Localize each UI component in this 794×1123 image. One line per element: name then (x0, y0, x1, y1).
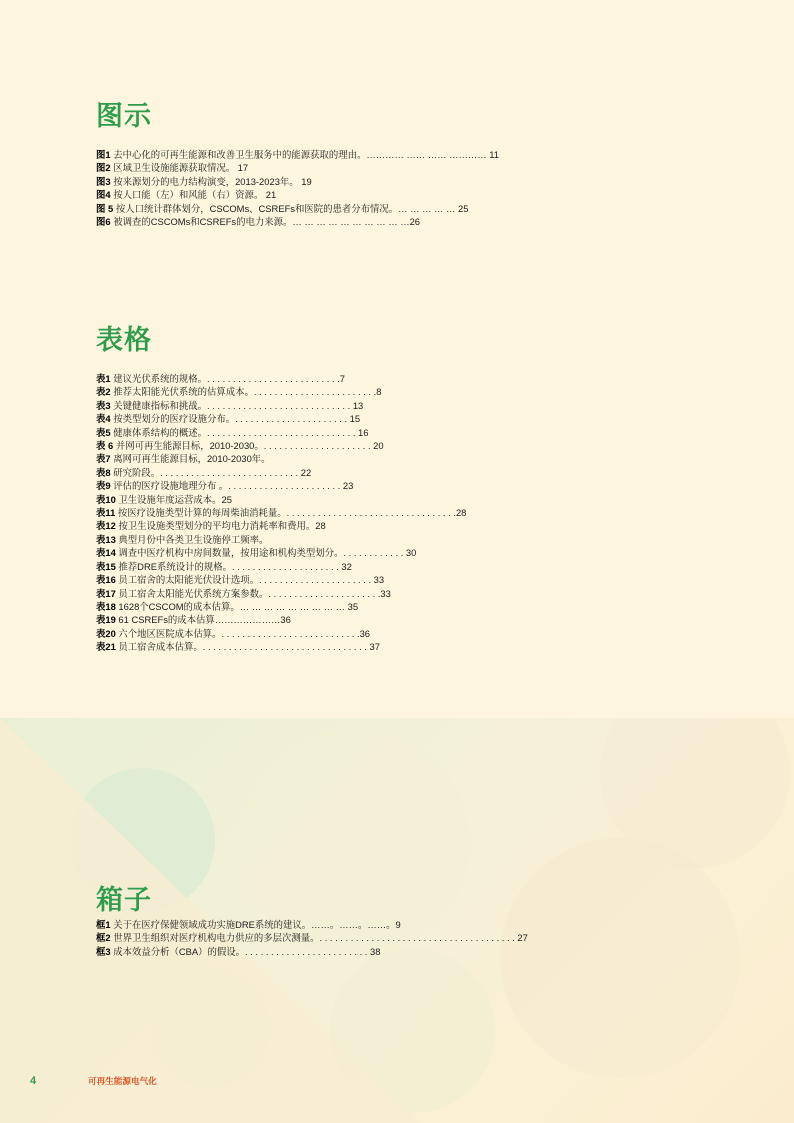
toc-entry[interactable] (96, 627, 706, 640)
tables-heading: 表格 (96, 325, 152, 355)
toc-entry-text: 按人口能（左）和风能（右）资源。 21 (113, 189, 277, 201)
toc-entry-label: 框2 (96, 932, 114, 944)
toc-entry-label: 框3 (96, 945, 114, 957)
toc-entry-label: 表2 (96, 386, 114, 398)
toc-entry[interactable] (96, 506, 706, 519)
toc-entry[interactable] (96, 202, 706, 215)
toc-entry-text: 推荐太阳能光伏系统的估算成本。. . . . . . . . . . . . . . . . . . . . . . . .8 (113, 386, 382, 398)
toc-entry-label: 表 6 (96, 440, 116, 452)
toc-entry-text: 员工宿舍的太阳能光伏设计选项。. . . . . . . . . . . . . . . . . . . . . . 33 (118, 574, 385, 586)
toc-entry[interactable] (96, 587, 706, 600)
toc-entry[interactable] (96, 466, 706, 479)
toc-entry-text: 员工宿舍太阳能光伏系统方案参数。. . . . . . . . . . . . . . . . . . . . . .33 (118, 587, 391, 599)
toc-entry[interactable] (96, 148, 706, 161)
toc-entry[interactable] (96, 412, 706, 425)
toc-entry-text: 按来源划分的电力结构演变，2013-2023年。 19 (113, 175, 312, 187)
toc-entry[interactable] (96, 385, 706, 398)
toc-entry-text: 1628个CSCOM的成本估算。… … … … … … … … … 35 (118, 600, 359, 612)
toc-entry-label: 表13 (96, 533, 119, 545)
toc-entry[interactable] (96, 188, 706, 201)
toc-entry-label: 表1 (96, 373, 114, 384)
toc-entry-label: 图3 (96, 175, 114, 187)
boxes-list (96, 918, 706, 958)
toc-entry-label: 图4 (96, 189, 114, 201)
toc-entry-text: 去中心化的可再生能源和改善卫生服务中的能源获取的理由。………… …… …… ………… 11 (113, 149, 499, 160)
toc-entry-text: 六个地区医院成本估算。. . . . . . . . . . . . . . . . . . . . . . . . . . .36 (118, 627, 371, 639)
toc-entry[interactable] (96, 918, 706, 931)
toc-entry[interactable] (96, 546, 706, 559)
toc-entry[interactable] (96, 452, 706, 465)
toc-entry-label: 表10 (96, 493, 119, 505)
footer-title: 可再生能源电气化 (88, 1076, 157, 1086)
figures-heading: 图示 (96, 101, 152, 131)
toc-entry-text: 关键健康指标和挑战。. . . . . . . . . . . . . . . . . . . . . . . . . . . . 13 (113, 399, 364, 411)
toc-entry-text: 按医疗设施类型计算的每周柴油消耗量。. . . . . . . . . . . . . . . . . . . . . . . . . . . . . . . . .28 (117, 507, 467, 519)
toc-entry[interactable] (96, 533, 706, 546)
toc-entry-text: 按人口统计群体划分，CSCOMs、CSREFs和医院的患者分布情况。… … … … … 25 (115, 202, 469, 214)
toc-entry-label: 表4 (96, 413, 114, 425)
boxes-heading: 箱子 (96, 885, 152, 915)
toc-entry[interactable] (96, 573, 706, 586)
toc-entry[interactable] (96, 372, 706, 385)
toc-entry-text: 健康体系结构的概述。. . . . . . . . . . . . . . . . . . . . . . . . . . . . . 16 (113, 426, 369, 438)
toc-entry-text: 按类型划分的医疗设施分布。. . . . . . . . . . . . . . . . . . . . . . 15 (113, 413, 361, 425)
toc-entry-text: 调查中医疗机构中房间数量，按用途和机构类型划分。. . . . . . . . . . . . 30 (118, 547, 417, 559)
toc-entry-text: 员工宿舍成本估算。. . . . . . . . . . . . . . . . . . . . . . . . . . . . . . . . 37 (118, 641, 380, 653)
toc-entry[interactable] (96, 560, 706, 573)
toc-entry[interactable] (96, 519, 706, 532)
figures-list (96, 148, 706, 228)
toc-entry-label: 图1 (96, 149, 114, 160)
toc-entry-text: 建议光伏系统的规格。. . . . . . . . . . . . . . . . . . . . . . . . . .7 (113, 373, 346, 384)
toc-entry-text: 世界卫生组织对医疗机构电力供应的多层次测量。. . . . . . . . . . . . . . . . . . . . . . . . . . . . . . . . . . . . . . 27 (113, 932, 528, 944)
toc-entry[interactable] (96, 175, 706, 188)
toc-entry-text: 61 CSREFs的成本估算…………………36 (118, 614, 291, 626)
toc-entry[interactable] (96, 600, 706, 613)
toc-entry[interactable] (96, 426, 706, 439)
toc-entry-text: 典型月份中各类卫生设施停工频率。 (118, 533, 269, 545)
toc-entry[interactable] (96, 439, 706, 452)
toc-entry-label: 表12 (96, 520, 119, 532)
toc-entry[interactable] (96, 945, 706, 958)
toc-entry-label: 表3 (96, 399, 114, 411)
toc-entry[interactable] (96, 493, 706, 506)
toc-entry-label: 表15 (96, 560, 119, 572)
toc-entry[interactable] (96, 931, 706, 944)
toc-entry-label: 表11 (96, 507, 118, 519)
toc-entry-text: 推荐DRE系统设计的规格。. . . . . . . . . . . . . . . . . . . . . 32 (118, 560, 352, 572)
toc-entry-text: 离网可再生能源目标，2010-2030年。 (113, 453, 271, 465)
toc-entry-text: 并网可再生能源目标，2010-2030。. . . . . . . . . . . . . . . . . . . . . 20 (115, 440, 384, 452)
toc-entry[interactable] (96, 399, 706, 412)
toc-entry-label: 表17 (96, 587, 119, 599)
toc-entry[interactable] (96, 640, 706, 653)
toc-entry-label: 表21 (96, 641, 119, 653)
page-number: 4 (30, 1075, 37, 1087)
toc-entry-text: 按卫生设施类型划分的平均电力消耗率和费用。28 (118, 520, 326, 532)
toc-entry-label: 图6 (96, 216, 114, 228)
toc-entry-label: 表18 (96, 600, 119, 612)
toc-entry-text: 关于在医疗保健领域成功实施DRE系统的建议。……。……。……。9 (113, 919, 401, 930)
toc-entry-text: 评估的医疗设施地理分布 。. . . . . . . . . . . . . . . . . . . . . . 23 (113, 480, 354, 492)
toc-entry-label: 表16 (96, 574, 119, 586)
toc-entry-label: 表14 (96, 547, 119, 559)
toc-entry-label: 图2 (96, 162, 114, 174)
tables-list (96, 372, 706, 654)
toc-entry[interactable] (96, 613, 706, 626)
toc-entry-label: 表5 (96, 426, 114, 438)
toc-entry-text: 成本效益分析（CBA）的假设。. . . . . . . . . . . . . . . . . . . . . . . . 38 (113, 945, 381, 957)
toc-entry-label: 表9 (96, 480, 114, 492)
toc-entry-text: 卫生设施年度运营成本。25 (118, 493, 232, 505)
toc-entry[interactable] (96, 479, 706, 492)
toc-entry-text: 被调查的CSCOMs和CSREFs的电力来源。… … … … … … … … … …26 (113, 216, 420, 228)
toc-entry-label: 框1 (96, 919, 114, 930)
toc-entry-text: 区域卫生设施能源获取情况。 17 (113, 162, 249, 174)
toc-entry-label: 表20 (96, 627, 119, 639)
toc-entry-label: 图 5 (96, 202, 116, 214)
toc-entry[interactable] (96, 215, 706, 228)
toc-entry-label: 表8 (96, 466, 114, 478)
toc-entry-label: 表19 (96, 614, 119, 626)
toc-entry-label: 表7 (96, 453, 114, 465)
toc-entry-text: 研究阶段。. . . . . . . . . . . . . . . . . . . . . . . . . . . 22 (113, 466, 312, 478)
toc-entry[interactable] (96, 161, 706, 174)
